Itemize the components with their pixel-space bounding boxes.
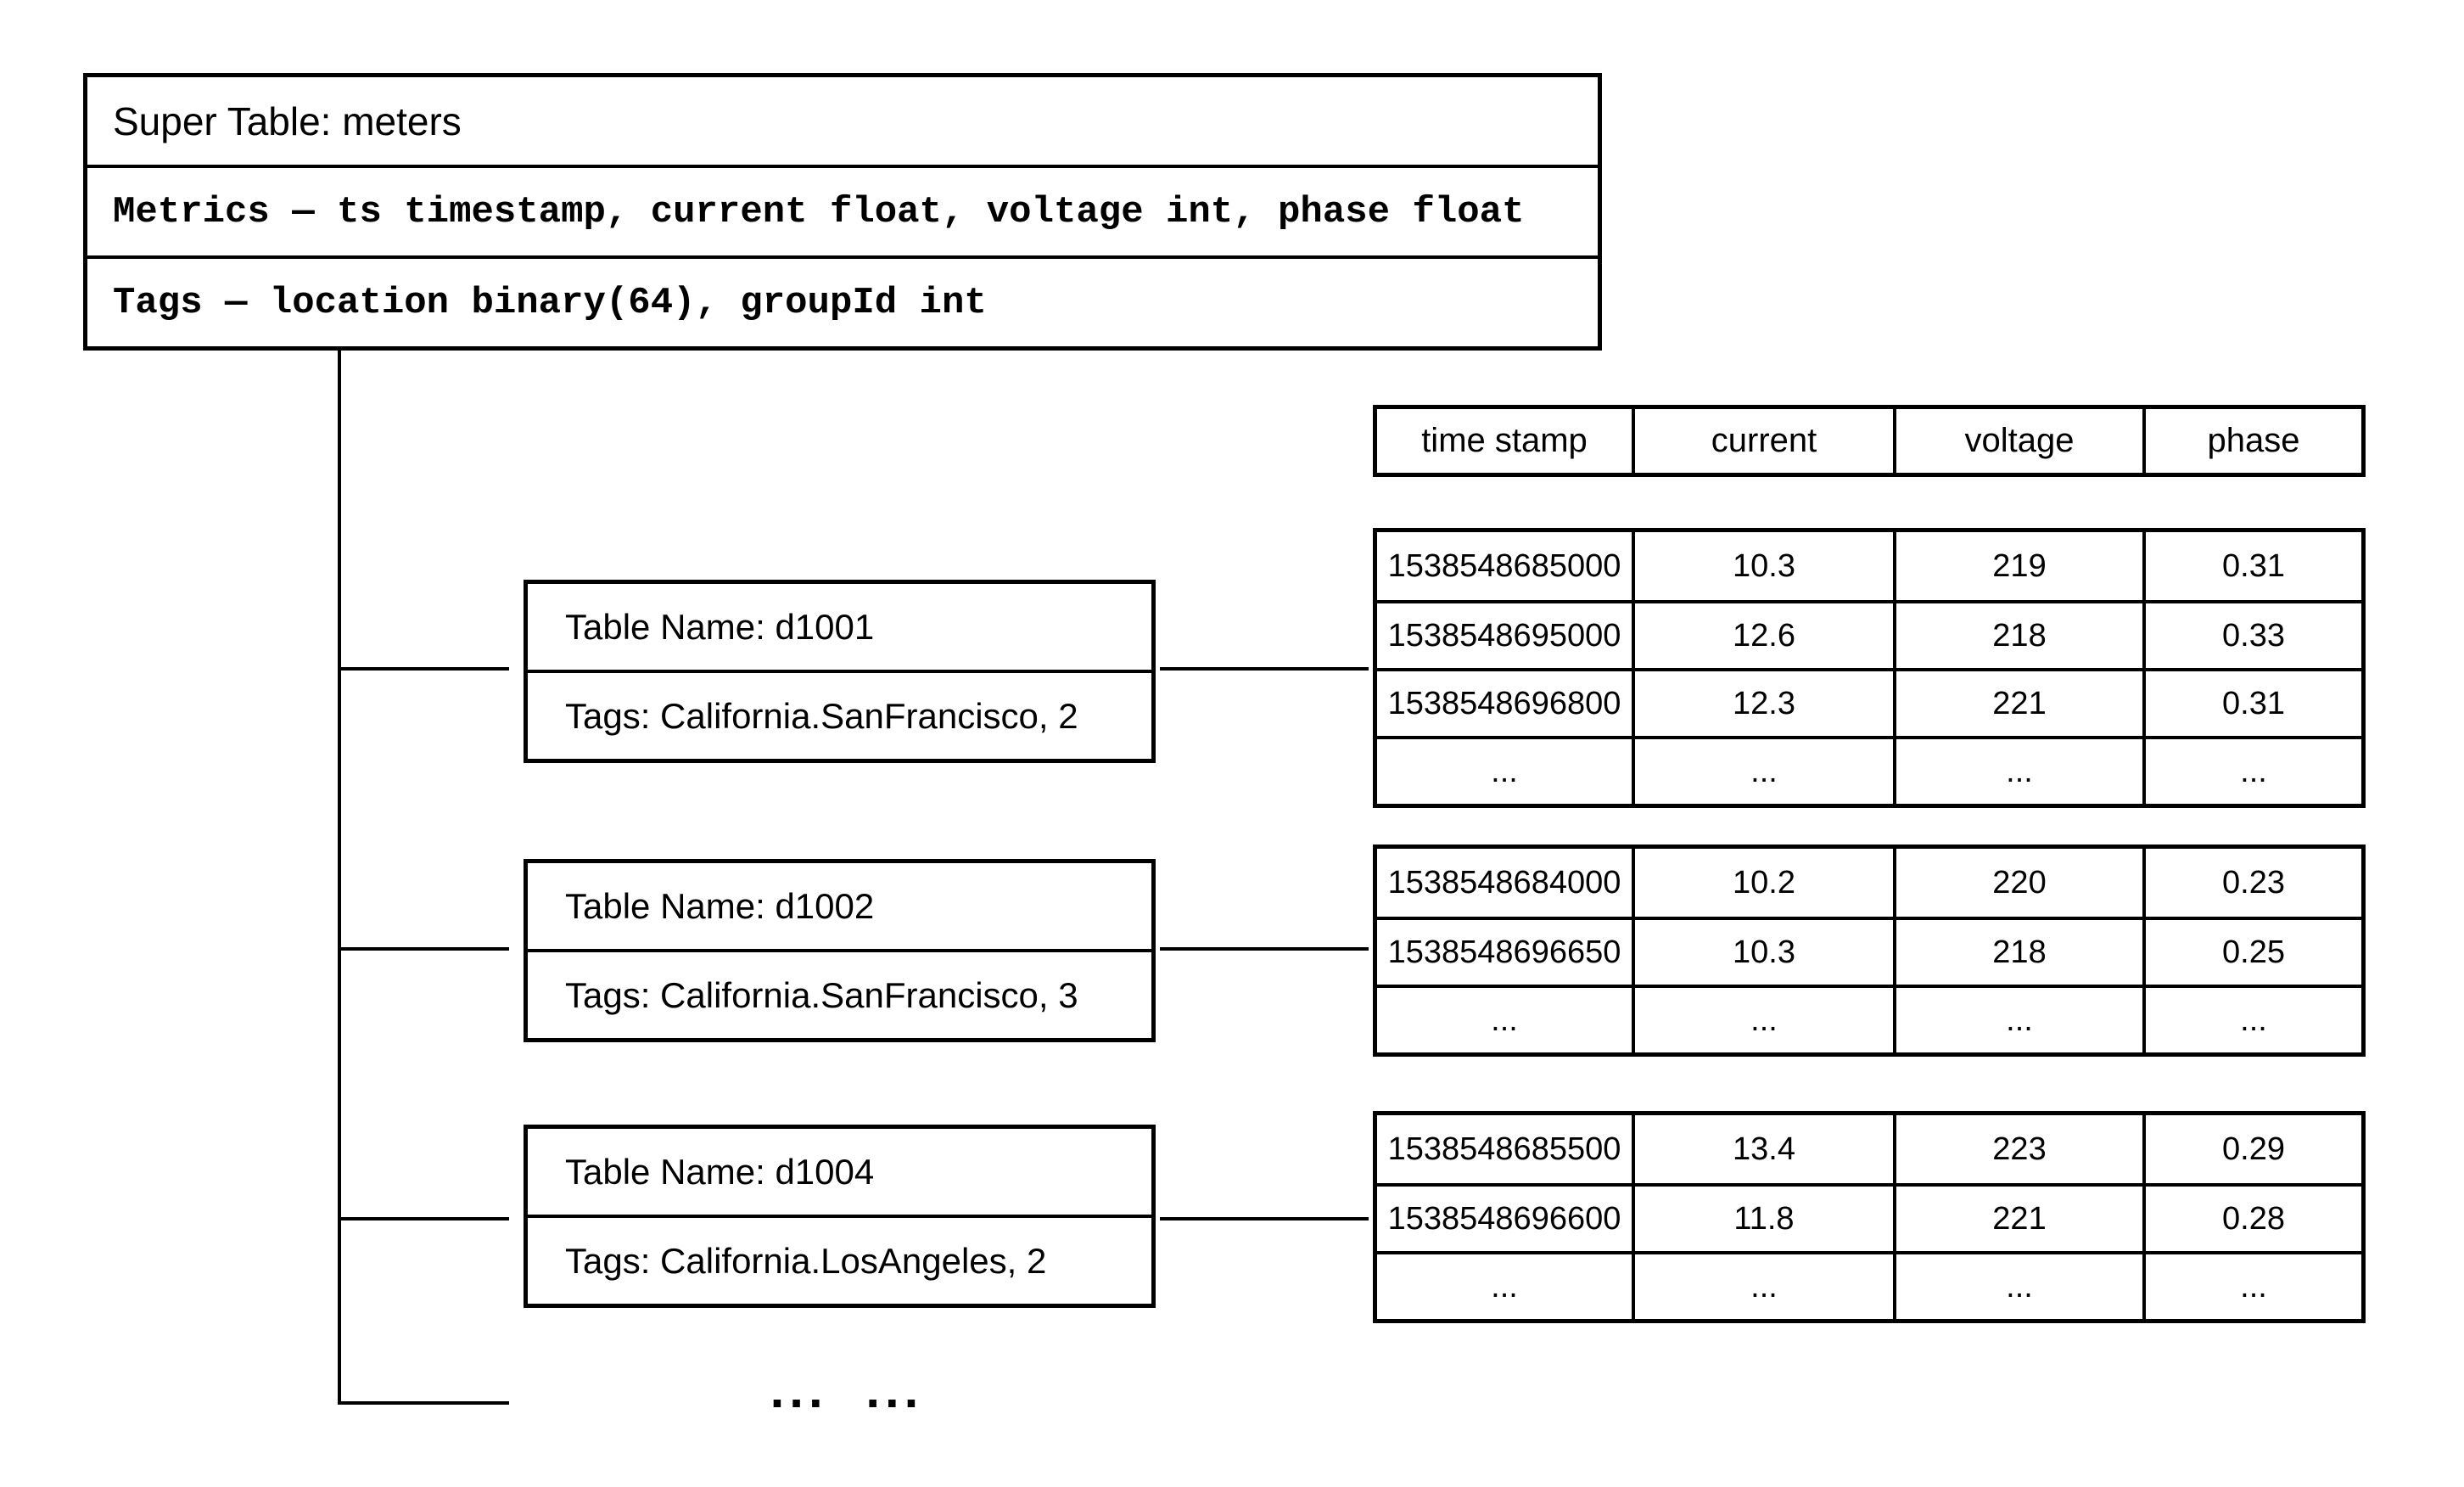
- table-cell-ellipsis: ...: [2142, 736, 2361, 804]
- connector-branch-d1004: [339, 1217, 509, 1220]
- child-table-tags: Tags: California.SanFrancisco, 2: [528, 670, 1151, 759]
- table-cell: 1538548685000: [1387, 547, 1621, 584]
- table-cell: 10.3: [1632, 917, 1893, 985]
- table-cell: 0.29: [2142, 1115, 2361, 1183]
- table-cell-ellipsis: ...: [1377, 736, 1632, 804]
- connector-d1002-to-data: [1160, 947, 1369, 951]
- table-cell-ellipsis: ...: [1632, 736, 1893, 804]
- connector-branch-d1002: [339, 947, 509, 951]
- super-table-tags: Tags — location binary(64), groupId int: [87, 255, 1598, 346]
- table-cell: 218: [1893, 600, 2142, 668]
- table-cell: 0.28: [2142, 1183, 2361, 1251]
- table-cell-ellipsis: ...: [1632, 985, 1893, 1052]
- table-cell-ellipsis: ...: [1893, 985, 2142, 1052]
- table-cell: 11.8: [1632, 1183, 1893, 1251]
- child-table-name: Table Name: d1002: [565, 885, 875, 926]
- table-cell-ellipsis: ...: [1377, 985, 1632, 1052]
- connector-trunk: [338, 351, 341, 1405]
- child-table-tags: Tags: California.SanFrancisco, 3: [528, 949, 1151, 1038]
- table-cell: 10.3: [1632, 532, 1893, 600]
- child-table-tags: Tags: California.LosAngeles, 2: [528, 1215, 1151, 1304]
- column-header-timestamp: time stamp: [1421, 422, 1588, 459]
- table-cell: 0.31: [2142, 532, 2361, 600]
- table-cell-ellipsis: ...: [1893, 1251, 2142, 1319]
- super-table-metrics: Metrics — ts timestamp, current float, voltage int, phase float: [87, 165, 1598, 255]
- table-cell: 1538548696650: [1377, 917, 1632, 985]
- table-cell: 1538548696600: [1377, 1183, 1632, 1251]
- table-cell: 1538548696800: [1377, 668, 1632, 736]
- table-cell: 218: [1893, 917, 2142, 985]
- super-table-title: Super Table: meters: [113, 98, 462, 143]
- table-cell: 221: [1893, 668, 2142, 736]
- connector-branch-d1001: [339, 667, 509, 671]
- column-header-phase: phase: [2142, 409, 2361, 473]
- table-cell-ellipsis: ...: [1377, 1251, 1632, 1319]
- table-cell: 1538548695000: [1377, 600, 1632, 668]
- table-cell: 221: [1893, 1183, 2142, 1251]
- column-header-voltage: voltage: [1893, 409, 2142, 473]
- table-cell: 219: [1893, 532, 2142, 600]
- child-table-name: Table Name: d1004: [565, 1151, 875, 1192]
- table-cell: 0.25: [2142, 917, 2361, 985]
- connector-d1001-to-data: [1160, 667, 1369, 671]
- super-table-box: [83, 73, 1602, 351]
- table-cell: 0.23: [2142, 849, 2361, 917]
- connector-branch-more: [338, 1401, 509, 1405]
- child-table-box-d1002: [524, 859, 1156, 1042]
- data-table-d1004: [1373, 1111, 2366, 1323]
- data-table-d1001: [1373, 528, 2366, 808]
- connector-d1004-to-data: [1160, 1217, 1369, 1220]
- table-cell: 1538548684000: [1387, 864, 1621, 901]
- data-table-d1002: [1373, 845, 2366, 1057]
- child-table-box-d1001: [524, 580, 1156, 763]
- table-cell-ellipsis: ...: [2142, 985, 2361, 1052]
- table-cell: 12.3: [1632, 668, 1893, 736]
- child-table-box-d1004: [524, 1125, 1156, 1308]
- table-cell: 13.4: [1632, 1115, 1893, 1183]
- table-cell: 10.2: [1632, 849, 1893, 917]
- table-cell-ellipsis: ...: [1632, 1251, 1893, 1319]
- table-cell: 223: [1893, 1115, 2142, 1183]
- table-cell: 220: [1893, 849, 2142, 917]
- table-cell: 1538548685500: [1387, 1131, 1621, 1167]
- table-cell: 0.31: [2142, 668, 2361, 736]
- data-column-header: [1373, 405, 2366, 477]
- table-cell-ellipsis: ...: [2142, 1251, 2361, 1319]
- more-tables-ellipsis: ... ...: [770, 1361, 924, 1418]
- table-cell: 12.6: [1632, 600, 1893, 668]
- table-cell-ellipsis: ...: [1893, 736, 2142, 804]
- column-header-current: current: [1632, 409, 1893, 473]
- table-cell: 0.33: [2142, 600, 2361, 668]
- child-table-name: Table Name: d1001: [565, 606, 875, 647]
